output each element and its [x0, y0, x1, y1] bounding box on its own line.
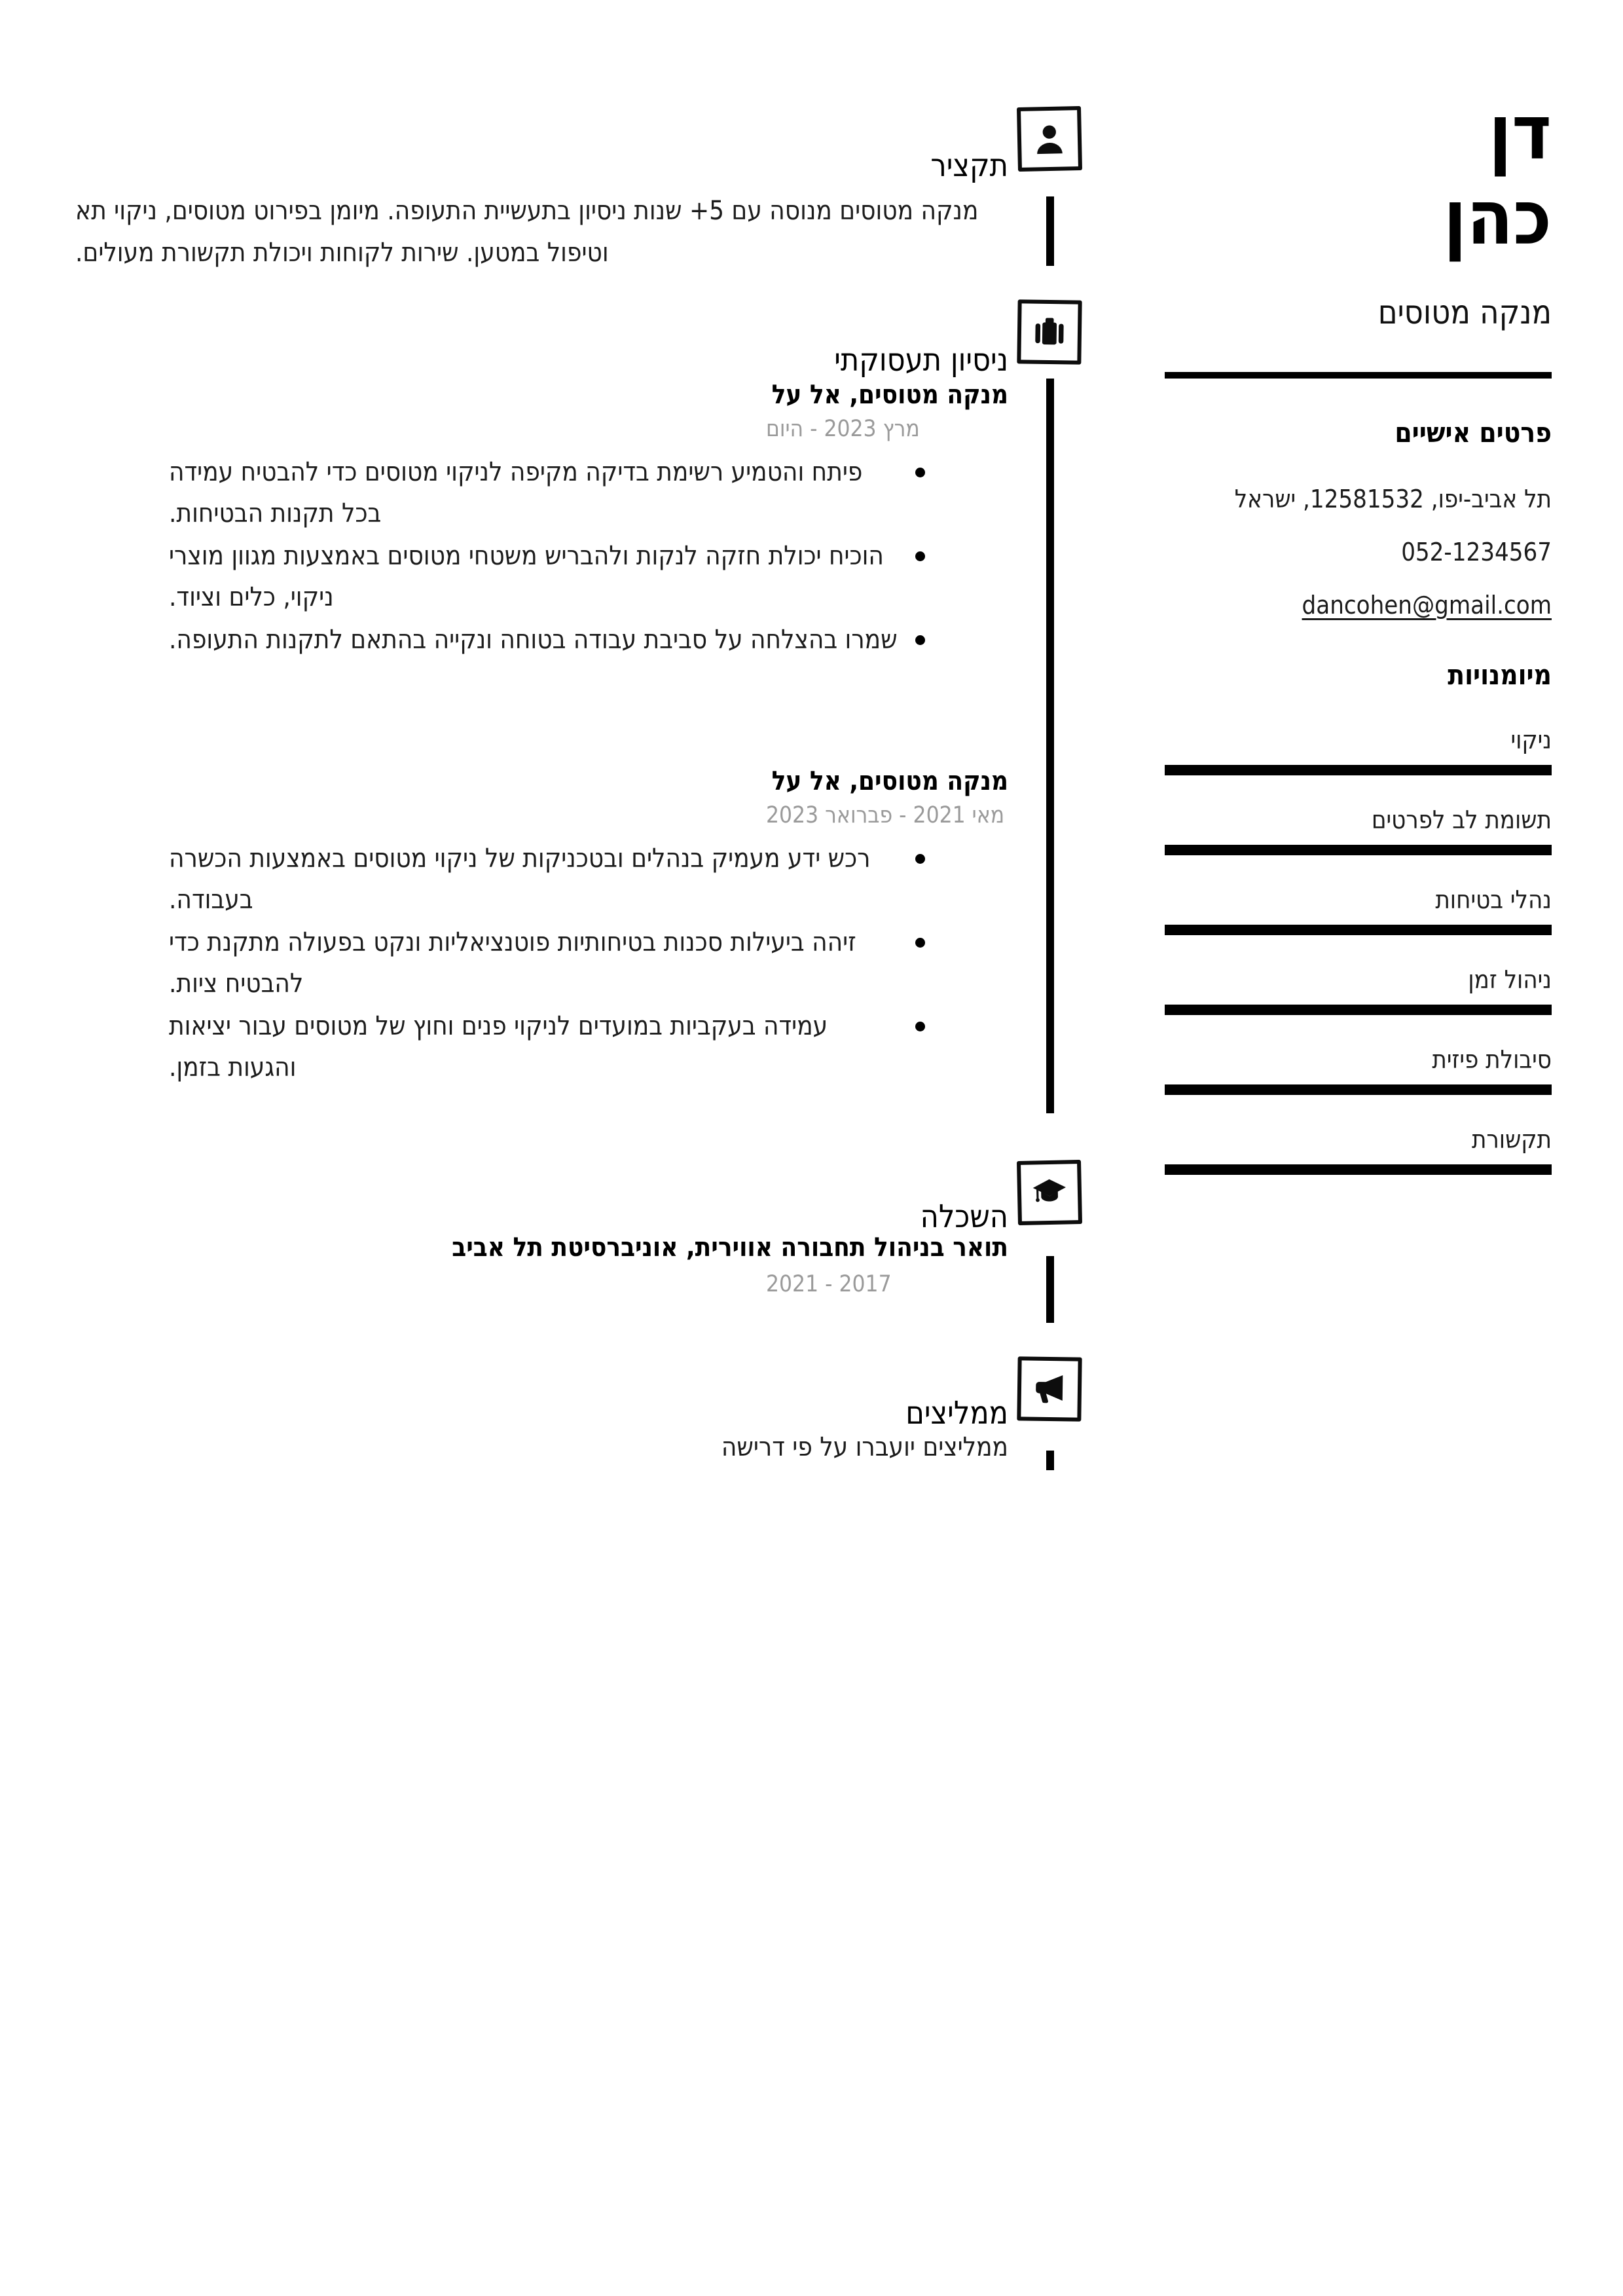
skill-label: נהלי בטיחות	[1435, 885, 1552, 914]
skill-level-bar	[1165, 925, 1552, 935]
summary-text: מנקה מטוסים מנוסה עם 5+ שנות ניסיון בתעשיית התעופה. מיומן בפירוט מטוסים, ניקוי תא וטיפול במטען. שירות לקוחות ויכולת תקשורת מעולים.	[75, 196, 979, 268]
job-bullet: רכש ידע מעמיק בנהלים ובטכניקות של ניקוי מטוסים באמצעות הכשרה בעבודה.	[169, 838, 902, 921]
summary-section	[75, 190, 1008, 274]
skill-item	[1165, 1125, 1552, 1175]
timeline-connector	[1046, 379, 1054, 1113]
sidebar	[1165, 0, 1552, 1205]
skill-item	[1165, 885, 1552, 935]
skill-item	[1165, 726, 1552, 775]
email-row	[1165, 589, 1552, 621]
summary-icon-box	[1017, 106, 1082, 172]
timeline-connector	[1046, 1451, 1054, 1470]
graduation-cap-icon	[1030, 1173, 1068, 1212]
references-heading: ממליצים	[905, 1394, 1008, 1432]
job-bullet: עמידה בעקביות במועדים לניקוי פנים וחוץ של מטוסים עבור יציאות והגעות בזמן.	[169, 1006, 902, 1088]
job-bullet: זיהה ביעילות סכנות בטיחותיות פוטנציאליות ונקט בפעולה מתקנת כדי להבטיח ציות.	[169, 922, 902, 1005]
address: תל אביב-יפו, 12581532, ישראל	[1234, 485, 1552, 513]
skill-label: סיבולת פיזית	[1432, 1045, 1552, 1074]
skill-label: תקשורת	[1471, 1125, 1552, 1154]
phone-number: 052-1234567	[1401, 538, 1552, 566]
skill-label: ניהול זמן	[1468, 965, 1552, 994]
skill-level-bar	[1165, 1084, 1552, 1095]
job-bullet-list	[75, 838, 1008, 1088]
timeline-connector	[1046, 196, 1054, 266]
sidebar-divider	[1165, 372, 1552, 379]
job-entry	[75, 765, 1008, 1088]
first-name: דן	[1488, 89, 1552, 177]
megaphone-icon	[1030, 1370, 1069, 1409]
experience-icon-box	[1017, 299, 1082, 364]
person-name	[1165, 90, 1552, 261]
job-title: מנקה מטוסים, אל על	[771, 380, 1008, 410]
job-bullet: פיתח והטמיע רשימת בדיקה מקיפה לניקוי מטוסים כדי להבטיח עמידה בכל תקנות הבטיחות.	[169, 452, 902, 534]
timeline-connector	[1046, 1256, 1054, 1323]
education-entry	[75, 1231, 1008, 1297]
skill-level-bar	[1165, 765, 1552, 775]
references-icon-box	[1017, 1356, 1082, 1421]
skill-item	[1165, 965, 1552, 1015]
skill-level-bar	[1165, 845, 1552, 855]
skill-item	[1165, 805, 1552, 855]
experience-heading: ניסיון תעסוקתי	[834, 341, 1008, 379]
job-bullet: הוכיח יכולת חזקה לנקות ולהבריש משטחי מטוסים באמצעות מגוון מוצרי ניקוי, כלים וציוד.	[169, 536, 902, 618]
education-icon-box	[1017, 1160, 1082, 1225]
last-name: כהן	[1443, 174, 1552, 262]
job-title: מנקה מטוסים, אל על	[771, 766, 1008, 796]
skill-level-bar	[1165, 1005, 1552, 1015]
job-dates: מרץ 2023 - היום	[766, 416, 920, 442]
references-section	[75, 1429, 1008, 1466]
references-text: ממליצים יועברו על פי דרישה	[721, 1432, 1008, 1462]
summary-heading: תקציר	[930, 147, 1008, 184]
skills-heading: מיומנויות	[1448, 659, 1552, 691]
skill-label: תשומת לב לפרטים	[1371, 805, 1552, 834]
email-link[interactable]: dancohen@gmail.com	[1302, 591, 1552, 620]
job-bullet: שמרו בהצלחה על סביבת עבודה בטוחה ונקייה בהתאם לתקנות התעופה.	[169, 620, 902, 661]
job-dates: מאי 2021 - פברואר 2023	[766, 802, 1005, 828]
degree-title: תואר בניהול תחבורה אווירית, אוניברסיטת תל אביב	[452, 1232, 1008, 1263]
skill-item	[1165, 1045, 1552, 1095]
education-dates: 2017 - 2021	[766, 1271, 892, 1297]
person-job-title: מנקה מטוסים	[1377, 293, 1552, 331]
briefcase-icon	[1030, 313, 1069, 352]
skill-label: ניקוי	[1510, 726, 1552, 754]
person-icon	[1030, 119, 1068, 158]
skills-list	[1165, 726, 1552, 1175]
skill-level-bar	[1165, 1164, 1552, 1175]
personal-details-heading: פרטים אישיים	[1395, 417, 1552, 449]
job-entry	[75, 379, 1008, 661]
job-bullet-list	[75, 452, 1008, 661]
education-heading: השכלה	[920, 1198, 1008, 1235]
